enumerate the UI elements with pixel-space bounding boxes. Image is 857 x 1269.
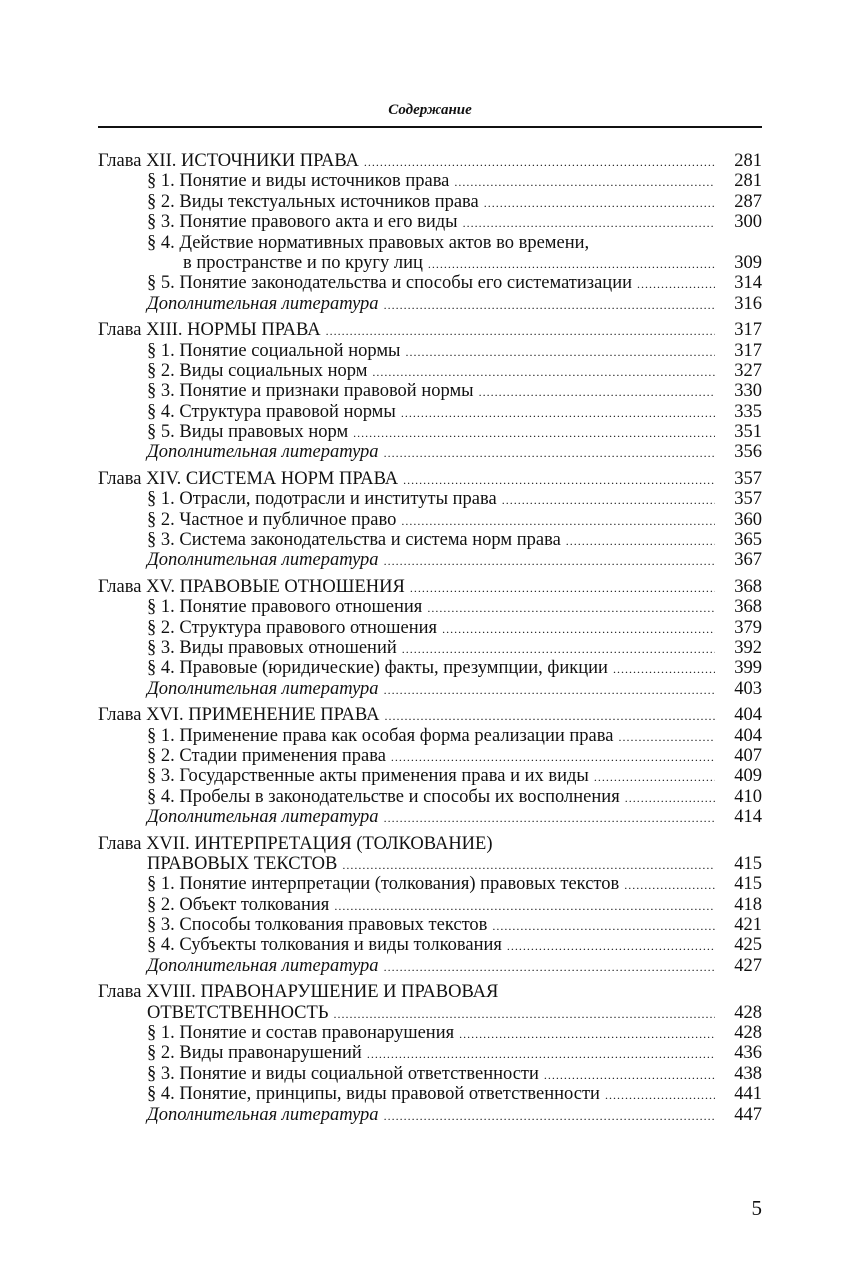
chapter-entry-page: 428: [734, 1002, 762, 1023]
chapter-entry-title: Глава XIV. СИСТЕМА НОРМ ПРАВА: [98, 468, 399, 489]
dot-leader: [594, 766, 715, 786]
literature-entry-page: 414: [734, 807, 762, 828]
section-entry-title: § 1. Понятие правового отношения: [147, 597, 423, 618]
dot-leader: [624, 874, 715, 894]
chapter-block: [98, 982, 762, 1125]
chapter-entry-title: Глава XVI. ПРИМЕНЕНИЕ ПРАВА: [98, 705, 380, 726]
section-entry-page: 404: [734, 725, 762, 746]
dot-leader: [391, 746, 715, 766]
dot-leader: [492, 915, 715, 935]
section-entry-title: § 1. Понятие интерпретации (толкования) правовых текстов: [147, 874, 620, 895]
chapter-entry: [98, 982, 762, 1002]
section-entry: [98, 489, 762, 509]
dot-leader: [353, 422, 715, 442]
section-entry: [98, 658, 762, 678]
dot-leader: [459, 1023, 715, 1043]
section-entry: [98, 510, 762, 530]
literature-entry-title: Дополнительная литература: [147, 550, 379, 571]
dot-leader: [502, 489, 715, 509]
section-entry: [98, 618, 762, 638]
dot-leader: [342, 854, 715, 874]
section-entry: [98, 638, 762, 658]
section-entry-title: § 3. Понятие правового акта и его виды: [147, 212, 458, 233]
section-entry: [98, 361, 762, 381]
chapter-block: [98, 320, 762, 463]
section-entry-title: § 2. Виды социальных норм: [147, 360, 368, 381]
literature-entry: [98, 807, 762, 827]
section-entry-page: 317: [734, 340, 762, 361]
section-entry-page: 418: [734, 894, 762, 915]
dot-leader: [605, 1084, 715, 1104]
section-entry-page: 335: [734, 401, 762, 422]
section-entry-title: § 4. Пробелы в законодательстве и способы их восполнения: [147, 786, 620, 807]
dot-leader: [402, 638, 715, 658]
dot-leader: [384, 956, 715, 976]
chapter-entry-page: 404: [734, 705, 762, 726]
chapter-entry: [98, 834, 762, 854]
section-entry-page: 314: [734, 273, 762, 294]
section-entry: [98, 341, 762, 361]
section-entry: [98, 422, 762, 442]
dot-leader: [427, 597, 715, 617]
section-entry-page: 281: [734, 171, 762, 192]
dot-leader: [364, 151, 715, 171]
literature-entry-title: Дополнительная литература: [147, 1104, 379, 1125]
section-entry-page: 428: [734, 1023, 762, 1044]
dot-leader: [507, 935, 715, 955]
dot-leader: [334, 895, 715, 915]
dot-leader: [367, 1043, 715, 1063]
section-entry-page: 368: [734, 597, 762, 618]
section-entry-page: 436: [734, 1043, 762, 1064]
section-entry-title: § 2. Стадии применения права: [147, 745, 386, 766]
dot-leader: [566, 530, 715, 550]
section-entry-title: § 2. Виды правонарушений: [147, 1043, 362, 1064]
chapter-block: [98, 834, 762, 977]
literature-entry: [98, 442, 762, 462]
dot-leader: [410, 577, 715, 597]
literature-entry-title: Дополнительная литература: [147, 955, 379, 976]
chapter-block: [98, 469, 762, 571]
section-entry-page: 379: [734, 617, 762, 638]
chapter-entry-page: 281: [734, 151, 762, 171]
dot-leader: [384, 294, 715, 314]
dot-leader: [613, 658, 715, 678]
literature-entry-title: Дополнительная литература: [147, 442, 379, 463]
section-entry: [98, 192, 762, 212]
section-entry-page: 399: [734, 658, 762, 679]
section-entry: [98, 1064, 762, 1084]
section-entry: [98, 935, 762, 955]
dot-leader: [384, 807, 715, 827]
dot-leader: [637, 273, 715, 293]
chapter-entry-page: 317: [734, 320, 762, 341]
dot-leader: [618, 726, 715, 746]
section-entry-title: § 1. Применение права как особая форма реализации права: [147, 725, 614, 746]
literature-entry: [98, 1105, 762, 1125]
section-entry: [98, 1084, 762, 1104]
chapter-entry: [98, 854, 762, 874]
dot-leader: [384, 705, 715, 725]
dot-leader: [625, 787, 715, 807]
chapter-entry: [98, 1003, 762, 1023]
section-entry-title: § 4. Правовые (юридические) факты, презумпции, фикции: [147, 658, 608, 679]
section-entry-title: § 3. Система законодательства и система норм права: [147, 530, 561, 551]
dot-leader: [484, 192, 715, 212]
chapter-entry-title: ПРАВОВЫХ ТЕКСТОВ: [147, 853, 338, 874]
chapter-entry-title: Глава XV. ПРАВОВЫЕ ОТНОШЕНИЯ: [98, 576, 405, 597]
section-entry-page: 407: [734, 745, 762, 766]
section-entry: [98, 381, 762, 401]
literature-entry: [98, 956, 762, 976]
section-entry-title: § 5. Понятие законодательства и способы его систематизации: [147, 273, 633, 294]
table-of-contents: [98, 151, 762, 1131]
chapter-block: [98, 705, 762, 827]
literature-entry-page: 427: [734, 955, 762, 976]
section-entry: [98, 766, 762, 786]
literature-entry-page: 367: [734, 550, 762, 571]
chapter-entry: [98, 320, 762, 340]
dot-leader: [333, 1003, 715, 1023]
section-entry-page: 327: [734, 360, 762, 381]
section-entry-title: в пространстве и по кругу лиц: [183, 252, 423, 273]
literature-entry-page: 403: [734, 678, 762, 699]
section-entry-title: § 3. Виды правовых отношений: [147, 637, 397, 658]
literature-entry-page: 316: [734, 293, 762, 314]
chapter-entry: [98, 577, 762, 597]
dot-leader: [463, 212, 715, 232]
chapter-entry-page: 368: [734, 576, 762, 597]
section-entry-title: § 4. Понятие, принципы, виды правовой ответственности: [147, 1084, 600, 1105]
literature-entry-title: Дополнительная литература: [147, 678, 379, 699]
dot-leader: [403, 469, 715, 489]
chapter-entry-page: 415: [734, 853, 762, 874]
chapter-block: [98, 151, 762, 314]
section-entry-page: 421: [734, 915, 762, 936]
section-entry-page: 415: [734, 874, 762, 895]
chapter-entry-title: Глава XIII. НОРМЫ ПРАВА: [98, 320, 321, 341]
section-entry-title: § 3. Понятие и признаки правовой нормы: [147, 381, 474, 402]
section-entry-title: § 3. Государственные акты применения права и их виды: [147, 766, 589, 787]
section-entry-page: 392: [734, 637, 762, 658]
section-entry-page: 287: [734, 191, 762, 212]
dot-leader: [401, 510, 715, 530]
section-entry-title: § 2. Частное и публичное право: [147, 509, 397, 530]
dot-leader: [428, 253, 715, 273]
section-entry: [98, 895, 762, 915]
section-entry-title: § 1. Отрасли, подотрасли и институты права: [147, 489, 497, 510]
chapter-entry: [98, 705, 762, 725]
section-entry: [98, 530, 762, 550]
chapter-entry: [98, 151, 762, 171]
section-entry: [98, 597, 762, 617]
section-entry: [98, 874, 762, 894]
section-entry: [98, 726, 762, 746]
dot-leader: [384, 679, 715, 699]
section-entry-title: § 1. Понятие и виды источников права: [147, 171, 450, 192]
dot-leader: [479, 381, 715, 401]
chapter-entry-title: Глава XVII. ИНТЕРПРЕТАЦИЯ (ТОЛКОВАНИЕ): [98, 833, 493, 854]
section-entry-page: 330: [734, 381, 762, 402]
chapter-entry-title: Глава XVIII. ПРАВОНАРУШЕНИЕ И ПРАВОВАЯ: [98, 982, 499, 1003]
section-entry: [98, 273, 762, 293]
literature-entry: [98, 550, 762, 570]
dot-leader: [405, 341, 715, 361]
section-entry-page: 438: [734, 1063, 762, 1084]
running-head: Содержание: [388, 102, 472, 118]
literature-entry-page: 447: [734, 1104, 762, 1125]
dot-leader: [384, 550, 715, 570]
section-entry-page: 425: [734, 935, 762, 956]
section-entry: [98, 915, 762, 935]
literature-entry-title: Дополнительная литература: [147, 807, 379, 828]
chapter-entry-title: Глава XII. ИСТОЧНИКИ ПРАВА: [98, 151, 359, 171]
section-entry-title: § 4. Действие нормативных правовых актов во времени,: [147, 232, 590, 253]
section-entry: [98, 171, 762, 191]
section-entry-title: § 2. Объект толкования: [147, 894, 330, 915]
section-entry: [98, 402, 762, 422]
literature-entry-page: 356: [734, 442, 762, 463]
chapter-entry: [98, 469, 762, 489]
dot-leader: [544, 1064, 715, 1084]
section-entry-page: 351: [734, 422, 762, 443]
dot-leader: [384, 442, 715, 462]
page-number: 5: [751, 1196, 762, 1220]
section-entry: [98, 212, 762, 232]
section-entry: [98, 746, 762, 766]
section-entry: [98, 233, 762, 253]
section-entry-page: 410: [734, 786, 762, 807]
section-entry: [98, 253, 762, 273]
section-entry: [98, 1043, 762, 1063]
dot-leader: [326, 320, 715, 340]
section-entry-page: 300: [734, 212, 762, 233]
dot-leader: [384, 1105, 715, 1125]
dot-leader: [401, 402, 715, 422]
chapter-entry-page: 357: [734, 468, 762, 489]
section-entry-title: § 2. Виды текстуальных источников права: [147, 191, 479, 212]
section-entry-title: § 4. Субъекты толкования и виды толкования: [147, 935, 502, 956]
section-entry-title: § 1. Понятие социальной нормы: [147, 340, 401, 361]
section-entry: [98, 1023, 762, 1043]
section-entry-page: 360: [734, 509, 762, 530]
chapter-entry-title: ОТВЕТСТВЕННОСТЬ: [147, 1002, 329, 1023]
section-entry-page: 441: [734, 1084, 762, 1105]
section-entry-page: 365: [734, 530, 762, 551]
literature-entry-title: Дополнительная литература: [147, 293, 379, 314]
section-entry-title: § 3. Способы толкования правовых текстов: [147, 915, 488, 936]
dot-leader: [372, 361, 715, 381]
section-entry-title: § 3. Понятие и виды социальной ответственности: [147, 1063, 539, 1084]
chapter-block: [98, 577, 762, 699]
dot-leader: [454, 171, 715, 191]
section-entry-title: § 4. Структура правовой нормы: [147, 401, 396, 422]
literature-entry: [98, 294, 762, 314]
section-entry-title: § 5. Виды правовых норм: [147, 422, 349, 443]
header-rule: [98, 126, 762, 128]
dot-leader: [442, 618, 715, 638]
section-entry-title: § 2. Структура правового отношения: [147, 617, 438, 638]
section-entry-page: 409: [734, 766, 762, 787]
section-entry-page: 309: [734, 252, 762, 273]
literature-entry: [98, 679, 762, 699]
section-entry-page: 357: [734, 489, 762, 510]
section-entry-title: § 1. Понятие и состав правонарушения: [147, 1023, 455, 1044]
section-entry: [98, 787, 762, 807]
